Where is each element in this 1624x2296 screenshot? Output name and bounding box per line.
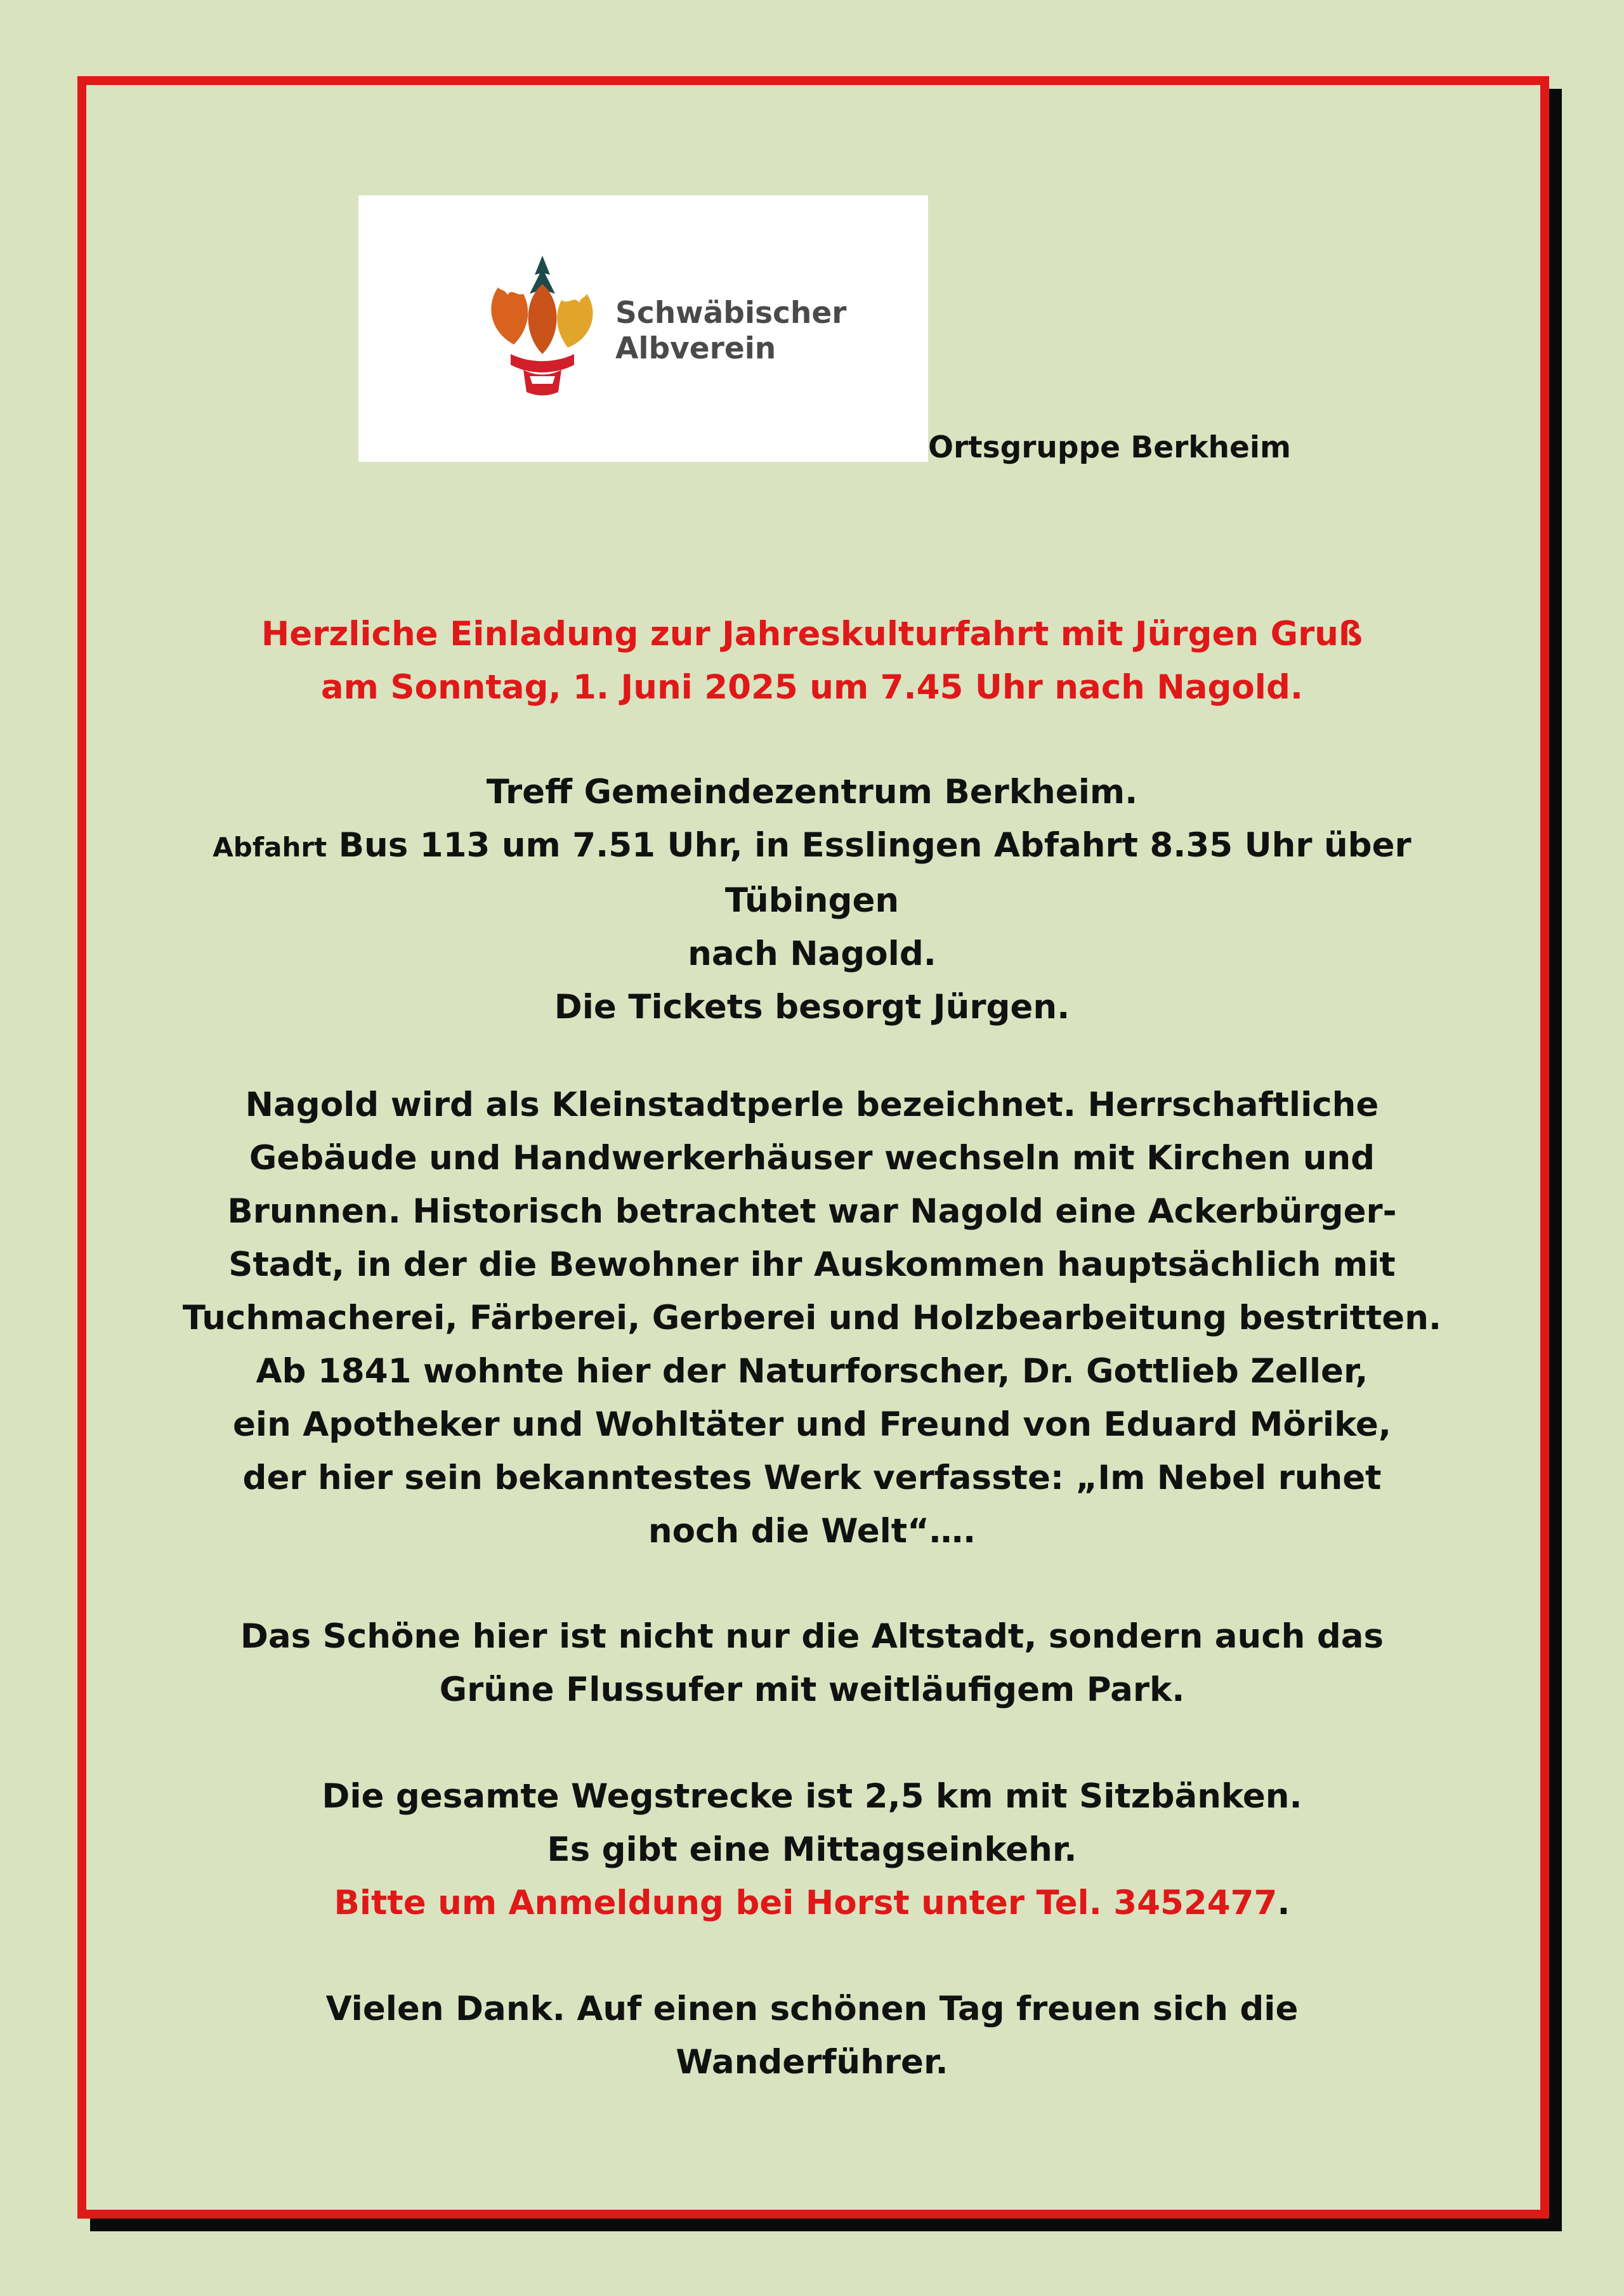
registration-period: . xyxy=(1277,1884,1290,1922)
logo-text xyxy=(615,296,846,367)
route-line-2: Es gibt eine Mittagseinkehr. xyxy=(547,1830,1077,1869)
meeting-line-4: Die Tickets besorgt Jürgen. xyxy=(554,988,1070,1027)
schoene-line: Das Schöne hier ist nicht nur die Altstadt, sondern auch das xyxy=(240,1617,1384,1656)
logo-line-2: Albverein xyxy=(615,331,776,366)
nagold-line: Gebäude und Handwerkerhäuser wechseln mit Kirchen und xyxy=(249,1139,1375,1178)
invitation-heading xyxy=(127,608,1497,714)
route-info xyxy=(127,1770,1497,1930)
closing-line-1: Vielen Dank. Auf einen schönen Tag freuen sich die xyxy=(325,1990,1299,2028)
meeting-line-2 xyxy=(127,819,1497,928)
nagold-description xyxy=(127,1079,1497,1558)
logo-line-1: Schwäbischer xyxy=(615,296,847,331)
nagold-line: noch die Welt“…. xyxy=(648,1512,976,1551)
schoene-paragraph xyxy=(127,1610,1497,1717)
nagold-line: Tuchmacherei, Färberei, Gerberei und Holzbearbeitung bestritten. xyxy=(182,1299,1442,1337)
departure-details: Bus 113 um 7.51 Uhr, in Esslingen Abfahrt 8.35 Uhr über Tübingen xyxy=(327,826,1411,920)
closing-line-2: Wanderführer. xyxy=(676,2043,948,2082)
nagold-line: Nagold wird als Kleinstadtperle bezeichnet. Herrschaftliche xyxy=(245,1086,1379,1124)
albverein-leaf-logo-icon xyxy=(479,249,606,402)
meeting-line-3: nach Nagold. xyxy=(688,935,936,973)
ortsgruppe-label: Ortsgruppe Berkheim xyxy=(928,430,1291,465)
departure-label: Abfahrt xyxy=(213,832,327,863)
meeting-info xyxy=(127,766,1497,1034)
schoene-line: Grüne Flussufer mit weitläufigem Park. xyxy=(439,1670,1185,1709)
nagold-line: Stadt, in der die Bewohner ihr Auskommen hauptsächlich mit xyxy=(228,1245,1396,1284)
registration-line xyxy=(127,1877,1497,1930)
registration-text: Bitte um Anmeldung bei Horst unter Tel. 3452477 xyxy=(334,1884,1278,1922)
invitation-line-1: Herzliche Einladung zur Jahreskulturfahrt mit Jürgen Gruß xyxy=(261,615,1363,653)
route-line-1: Die gesamte Wegstrecke ist 2,5 km mit Sitzbänken. xyxy=(322,1777,1302,1816)
nagold-line: Ab 1841 wohnte hier der Naturforscher, Dr. Gottlieb Zeller, xyxy=(256,1352,1368,1391)
closing-paragraph xyxy=(127,1983,1497,2089)
invitation-line-2: am Sonntag, 1. Juni 2025 um 7.45 Uhr nach Nagold. xyxy=(320,668,1304,707)
nagold-line: Brunnen. Historisch betrachtet war Nagold eine Ackerbürger- xyxy=(227,1192,1397,1231)
nagold-line: der hier sein bekanntestes Werk verfasste: „Im Nebel ruhet xyxy=(242,1459,1382,1497)
logo-box xyxy=(358,195,928,462)
meeting-line-1: Treff Gemeindezentrum Berkheim. xyxy=(486,773,1138,811)
nagold-line: ein Apotheker und Wohltäter und Freund von Eduard Mörike, xyxy=(232,1405,1391,1444)
